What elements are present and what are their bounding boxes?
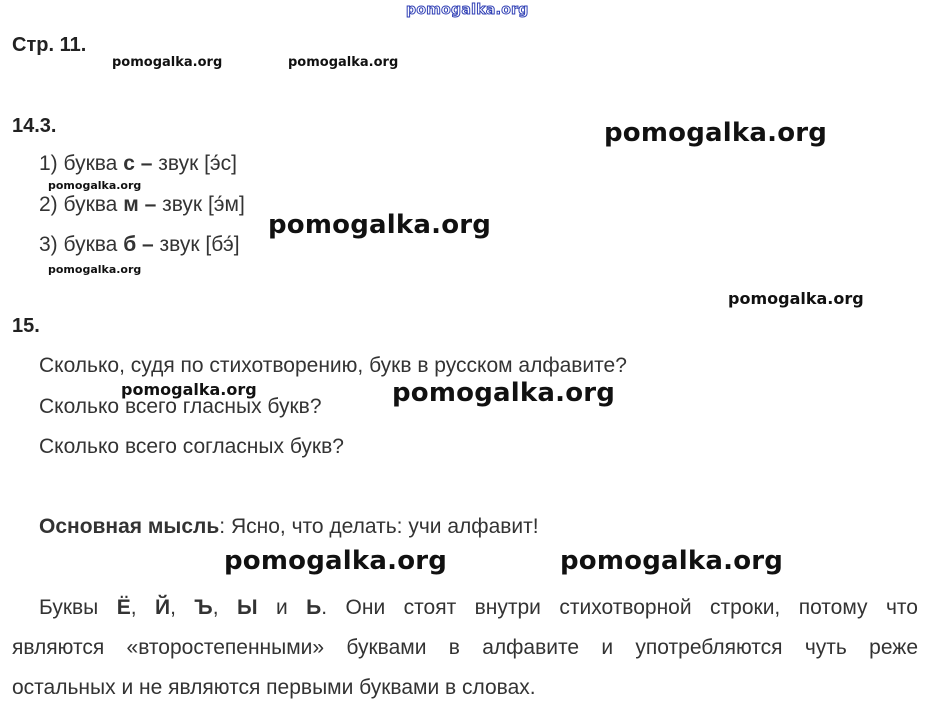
question: Сколько, судя по стихотворению, букв в русском алфавите? <box>39 354 627 377</box>
paragraph-lead: Буквы <box>39 596 117 619</box>
watermark: pomogalka.org <box>48 179 142 192</box>
task-14-3-item <box>39 193 245 217</box>
main-idea-text: : Ясно, что делать: учи алфавит! <box>219 515 539 538</box>
watermark: pomogalka.org <box>112 55 223 70</box>
task-14-3-item <box>39 152 237 176</box>
task-15-number: 15. <box>12 315 40 337</box>
main-idea <box>39 515 539 539</box>
explanation-paragraph <box>12 588 918 708</box>
watermark: pomogalka.org <box>224 546 448 576</box>
item-dash: – <box>136 233 160 256</box>
separator: , <box>170 596 195 619</box>
item-letter: с <box>123 152 135 175</box>
watermark: pomogalka.org <box>48 263 142 276</box>
letter-y: Ы <box>236 596 258 619</box>
item-sound: звук [э́м] <box>162 193 245 216</box>
watermark: pomogalka.org <box>728 289 864 308</box>
item-dash: – <box>138 193 163 216</box>
item-prefix: 2) буква <box>39 193 124 216</box>
item-dash: – <box>134 152 159 175</box>
item-sound: звук [э́с] <box>158 152 237 175</box>
paragraph-line <box>12 588 918 628</box>
conjunction: и <box>257 596 307 619</box>
task-14-3-item <box>39 233 240 257</box>
question: Сколько всего согласных букв? <box>39 435 344 458</box>
watermark: pomogalka.org <box>392 378 616 408</box>
paragraph-line: являются «второстепенными» буквами в алфавите и употребляются чуть реже <box>12 636 918 659</box>
watermark-top: pomogalka.org <box>406 2 529 18</box>
task-14-3-number: 14.3. <box>12 115 57 137</box>
separator: , <box>130 596 156 619</box>
item-prefix: 3) буква <box>39 233 124 256</box>
watermark: pomogalka.org <box>604 118 828 148</box>
question: Сколько всего гласных букв? <box>39 395 322 418</box>
letter-soft-sign: Ь <box>306 596 322 619</box>
watermark: pomogalka.org <box>288 55 399 70</box>
main-idea-label: Основная мысль <box>39 515 220 538</box>
item-sound: звук [бэ́] <box>159 233 240 256</box>
separator: , <box>212 596 237 619</box>
watermark: pomogalka.org <box>121 380 257 399</box>
letter-short-i: Й <box>155 596 171 619</box>
page-number: Стр. 11. <box>12 34 87 56</box>
watermark: pomogalka.org <box>560 546 784 576</box>
item-prefix: 1) буква <box>39 152 124 175</box>
item-letter: б <box>123 233 137 256</box>
item-letter: м <box>123 193 139 216</box>
watermark: pomogalka.org <box>268 210 492 240</box>
paragraph-rest: . Они стоят внутри стихотворной строки, потому что <box>321 596 918 619</box>
letter-yo: Ё <box>116 596 131 619</box>
paragraph-line: остальных и не являются первыми буквами в словах. <box>12 676 536 699</box>
letter-hard-sign: Ъ <box>194 596 213 619</box>
